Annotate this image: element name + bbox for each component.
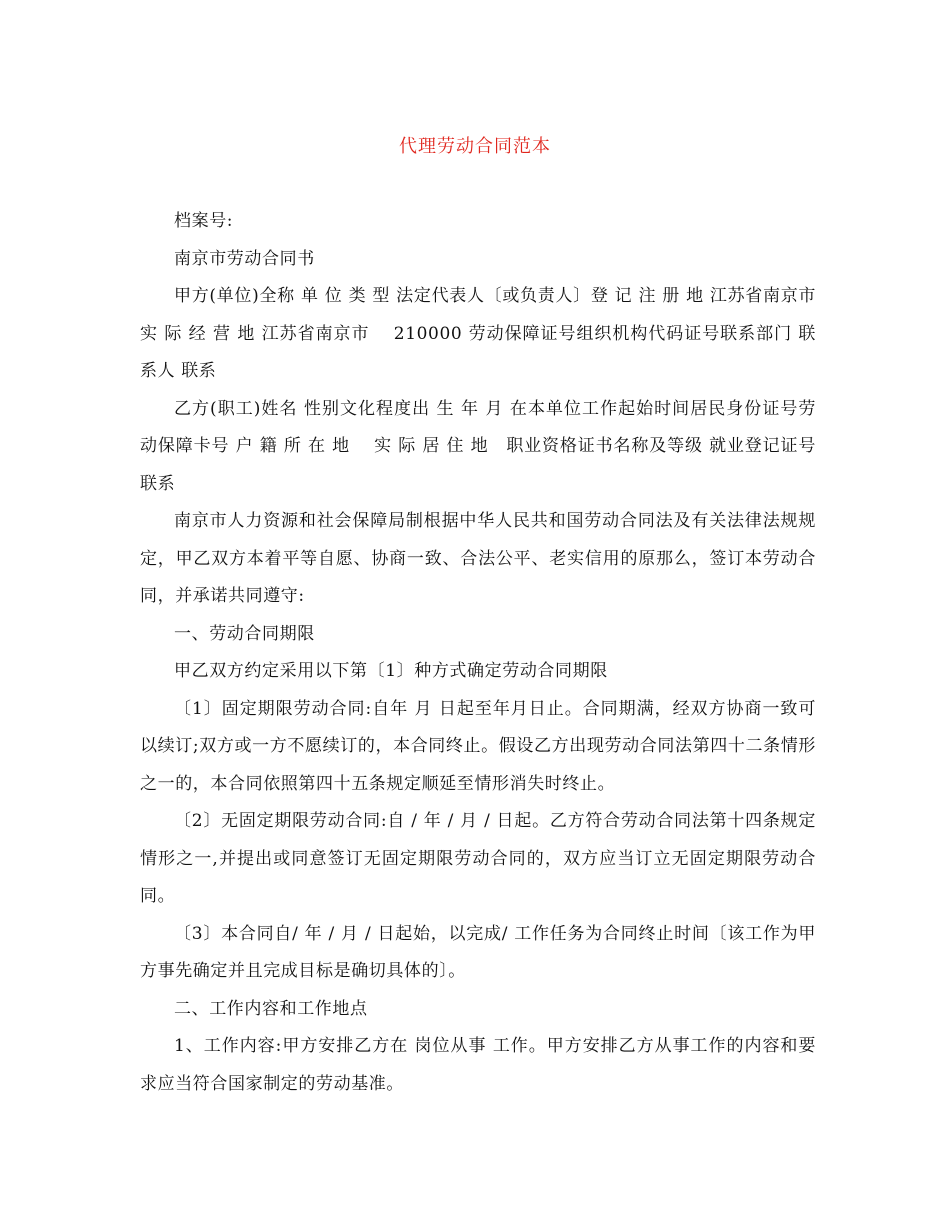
term-method-paragraph: 甲乙双方约定采用以下第〔1〕种方式确定劳动合同期限 [174,661,608,681]
open-ended-clause: 〔2〕无固定期限劳动合同:自 / 年 / 月 / 日起。乙方符合劳动合同法第十四条规定情形之一,并提出或同意签订无固定期限劳动合同的，双方应当订立无固定期限劳动合同。 [140,811,816,906]
document-title: 代理劳动合同范本 [399,136,551,157]
party-a-info: 甲方(单位)全称 单 位 类 型 法定代表人〔或负责人〕登 记 注 册 地 江苏省南京市 实 际 经 营 地 江苏省南京市 210000 劳动保障证号组织机构代码证号联系部门 联系人 联系 [140,286,840,381]
section-heading-term: 一、劳动合同期限 [174,623,315,644]
section-heading-work: 二、工作内容和工作地点 [174,998,368,1019]
party-b-info: 乙方(职工)姓名 性别文化程度出 生 年 月 在本单位工作起始时间居民身份证号劳动保障卡号 户 籍 所 在 地 实 际 居 住 地 职业资格证书名称及等级 就业登记证号联系 [140,398,816,494]
task-based-clause: 〔3〕本合同自/ 年 / 月 / 日起始，以完成/ 工作任务为合同终止时间〔该工作为甲方事先确定并且完成目标是确切具体的〕。 [140,923,816,981]
preamble-paragraph: 南京市人力资源和社会保障局制根据中华人民共和国劳动合同法及有关法律法规规定，甲乙双方本着平等自愿、协商一致、合法公平、老实信用的原那么，签订本劳动合同，并承诺共同遵守: [140,511,816,606]
work-content-clause: 1、工作内容:甲方安排乙方在 岗位从事 工作。甲方安排乙方从事工作的内容和要求应当符合国家制定的劳动基准。 [140,1036,816,1094]
archive-number-line: 档案号: [174,211,234,231]
fixed-term-clause: 〔1〕固定期限劳动合同:自年 月 日起至年月日止。合同期满，经双方协商一致可以续订;双方或一方不愿续订的，本合同终止。假设乙方出现劳动合同法第四十二条情形之一的，本合同依照第四十五条规定顺延至情形消失时终止。 [140,698,816,794]
contract-heading: 南京市劳动合同书 [174,248,315,269]
document-body [140,203,840,1103]
